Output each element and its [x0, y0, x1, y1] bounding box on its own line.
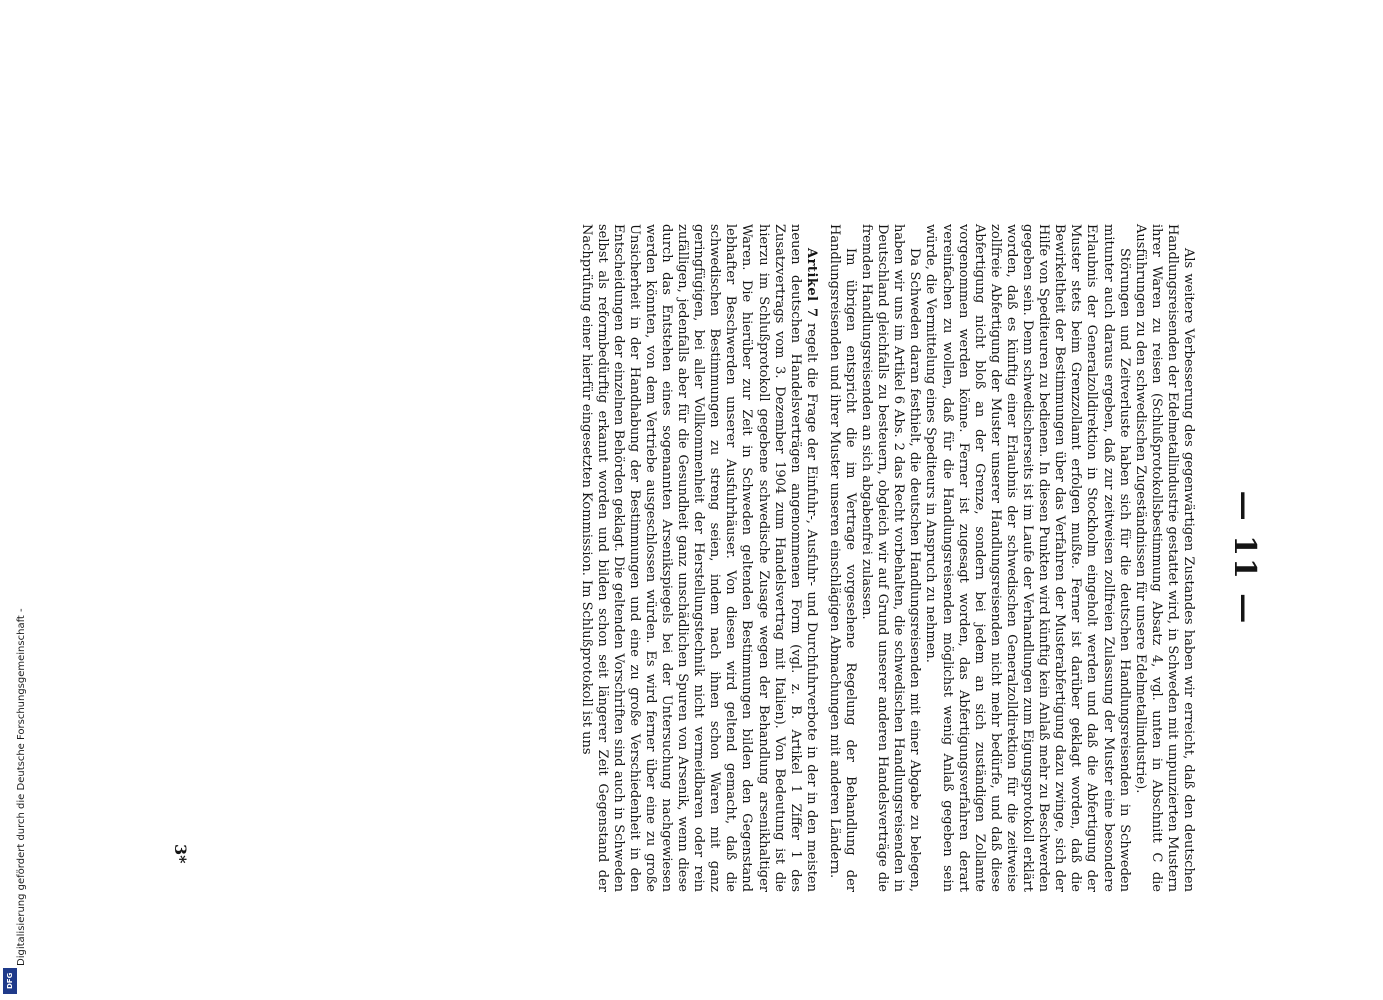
attribution-text: Digitalisierung gefördert durch die Deutsche Forschungsgemeinschaft -	[16, 608, 27, 966]
paragraph: Im übrigen entspricht die im Vertrage vorgesehene Regelung der Behandlung der Handlungsreisenden und ihrer Muster unseren einschlägigen Abmachungen mit anderen Ländern.	[826, 224, 859, 892]
paragraph: Störungen und Zeitverluste haben sich für die deutschen Handlungsreisenden in Schweden mitunter auch daraus ergeben, daß zur zeitweisen zollfreien Zulassung der Muster eine besondere Erlaubnis der Generalzolldirektion in Stockholm eingeholt werden und daß die Abfertigung der Muster stets beim Grenzzollamt erfolgen mußte. Ferner ist darüber geklagt worden, daß die Bewirkeltheit der Bestimmungen über das Verfahren der Musterabfertigung dazu zwinge, sich der Hilfe von Spediteuren zu bedienen. In diesen Punkten wird künftig kein Anlaß mehr zu Beschwerden gegeben sein. Denn schwedischerseits ist im Laufe der Verhandlungen zum Eigungsprotokoll erklärt worden, daß es künftig einer Erlaubnis der schwedischen Generalzolldirektion für die zeitweise zollfreie Abfertigung der Muster unserer Handlungsreisenden nicht mehr bedürfe, und daß diese Abfertigung nicht bloß an der Grenze, sondern bei jedem an sich zuständigen Zollamte vorgenommen werden könne. Ferner ist zugesagt worden, das Abfertigungsverfahren derart vereinfachen zu wollen, daß für die Handlungsreisenden möglichst wenig Anlaß gegeben sein würde, die Vermittelung eines Spediteurs in Anspruch zu nehmen.	[923, 224, 1132, 892]
body-text	[577, 224, 1196, 892]
page-number: — 11 —	[1227, 490, 1262, 626]
paragraph-article-7	[577, 224, 818, 892]
attribution-strip	[2, 0, 27, 1000]
dfg-logo	[3, 968, 17, 994]
dfg-logo-text: DFG	[6, 972, 14, 990]
article-text: regelt die Frage der Einfuhr-, Ausfuhr- und Durchfuhrverbote in der in den meisten neuen deutschen Handelsverträgen angenommenen Form (vgl. z. B. Artikel 1 Ziffer 1 des Zusatzvertrags vom 3. Dezember 1904 zum Handelsvertrag mit Italien). Von Bedeutung ist die hierzu im Schlußprotokoll gegebene schwedische Zusage wegen der Behandlung arsenikhaltiger Waren. Die hierüber zur Zeit in Schweden geltenden Bestimmungen bilden den Gegenstand lebhafter Beschwerden unserer Ausfuhrhäuser. Von diesen wird geltend gemacht, daß die schwedischen Bestimmungen zu streng seien, indem nach ihnen schon Waren mit ganz geringfügigen, bei aller Vollkommenheit der Herstellungstechnik nicht vermeidbaren oder rein zufälligen, jedenfalls aber für die Gesundheit ganz unschädlichen Spuren von Arsenik, wenn diese durch das Entstehen eines sogenannten Arsenikspiegels bei der Untersuchung nachgewiesen werden könnten, von dem Vertriebe ausgeschlossen würden. Es wird ferner über eine zu große Unsicherheit in der Handhabung der Bestimmungen und eine zu große Verschiedenheit in den Entscheidungen der einzelnen Behörden geklagt. Die geltenden Vorschriften sind auch in Schweden selbst als reformbedürftig erkannt worden und bilden schon seit längerer Zeit Gegenstand der Nachprüfung einer hierfür eingesetzten Kommission. Im Schlußprotokoll ist uns	[578, 224, 819, 892]
paragraph: Da Schweden daran festhielt, die deutschen Handlungsreisenden mit einer Abgabe zu belegen, haben wir uns im Artikel 6 Abs. 2 das Recht vorbehalten, die schwedischen Handlungsreisenden in Deutschland gleichfalls zu besteuern, obgleich wir auf Grund unserer anderen Handelsverträge die fremden Handlungsreisenden an sich abgabenfrei zulassen.	[859, 224, 923, 892]
article-heading: Artikel 7	[803, 248, 819, 318]
paragraph: Als weitere Verbesserung des gegenwärtigen Zustandes haben wir erreicht, daß den deutschen Handlungsreisenden der Edelmetallindustrie gestattet wird, in Schweden mit unpunzierten Mustern ihrer Waren zu reisen (Schlußprotokollsbestimmung Absatz 4, vgl. unten in Abschnitt C die Ausführungen zu den schwedischen Zugeständnissen für unsere Edelmetallindustrie).	[1132, 224, 1196, 892]
document-page	[146, 188, 1306, 928]
sheet-signature-mark: 3*	[171, 844, 190, 864]
